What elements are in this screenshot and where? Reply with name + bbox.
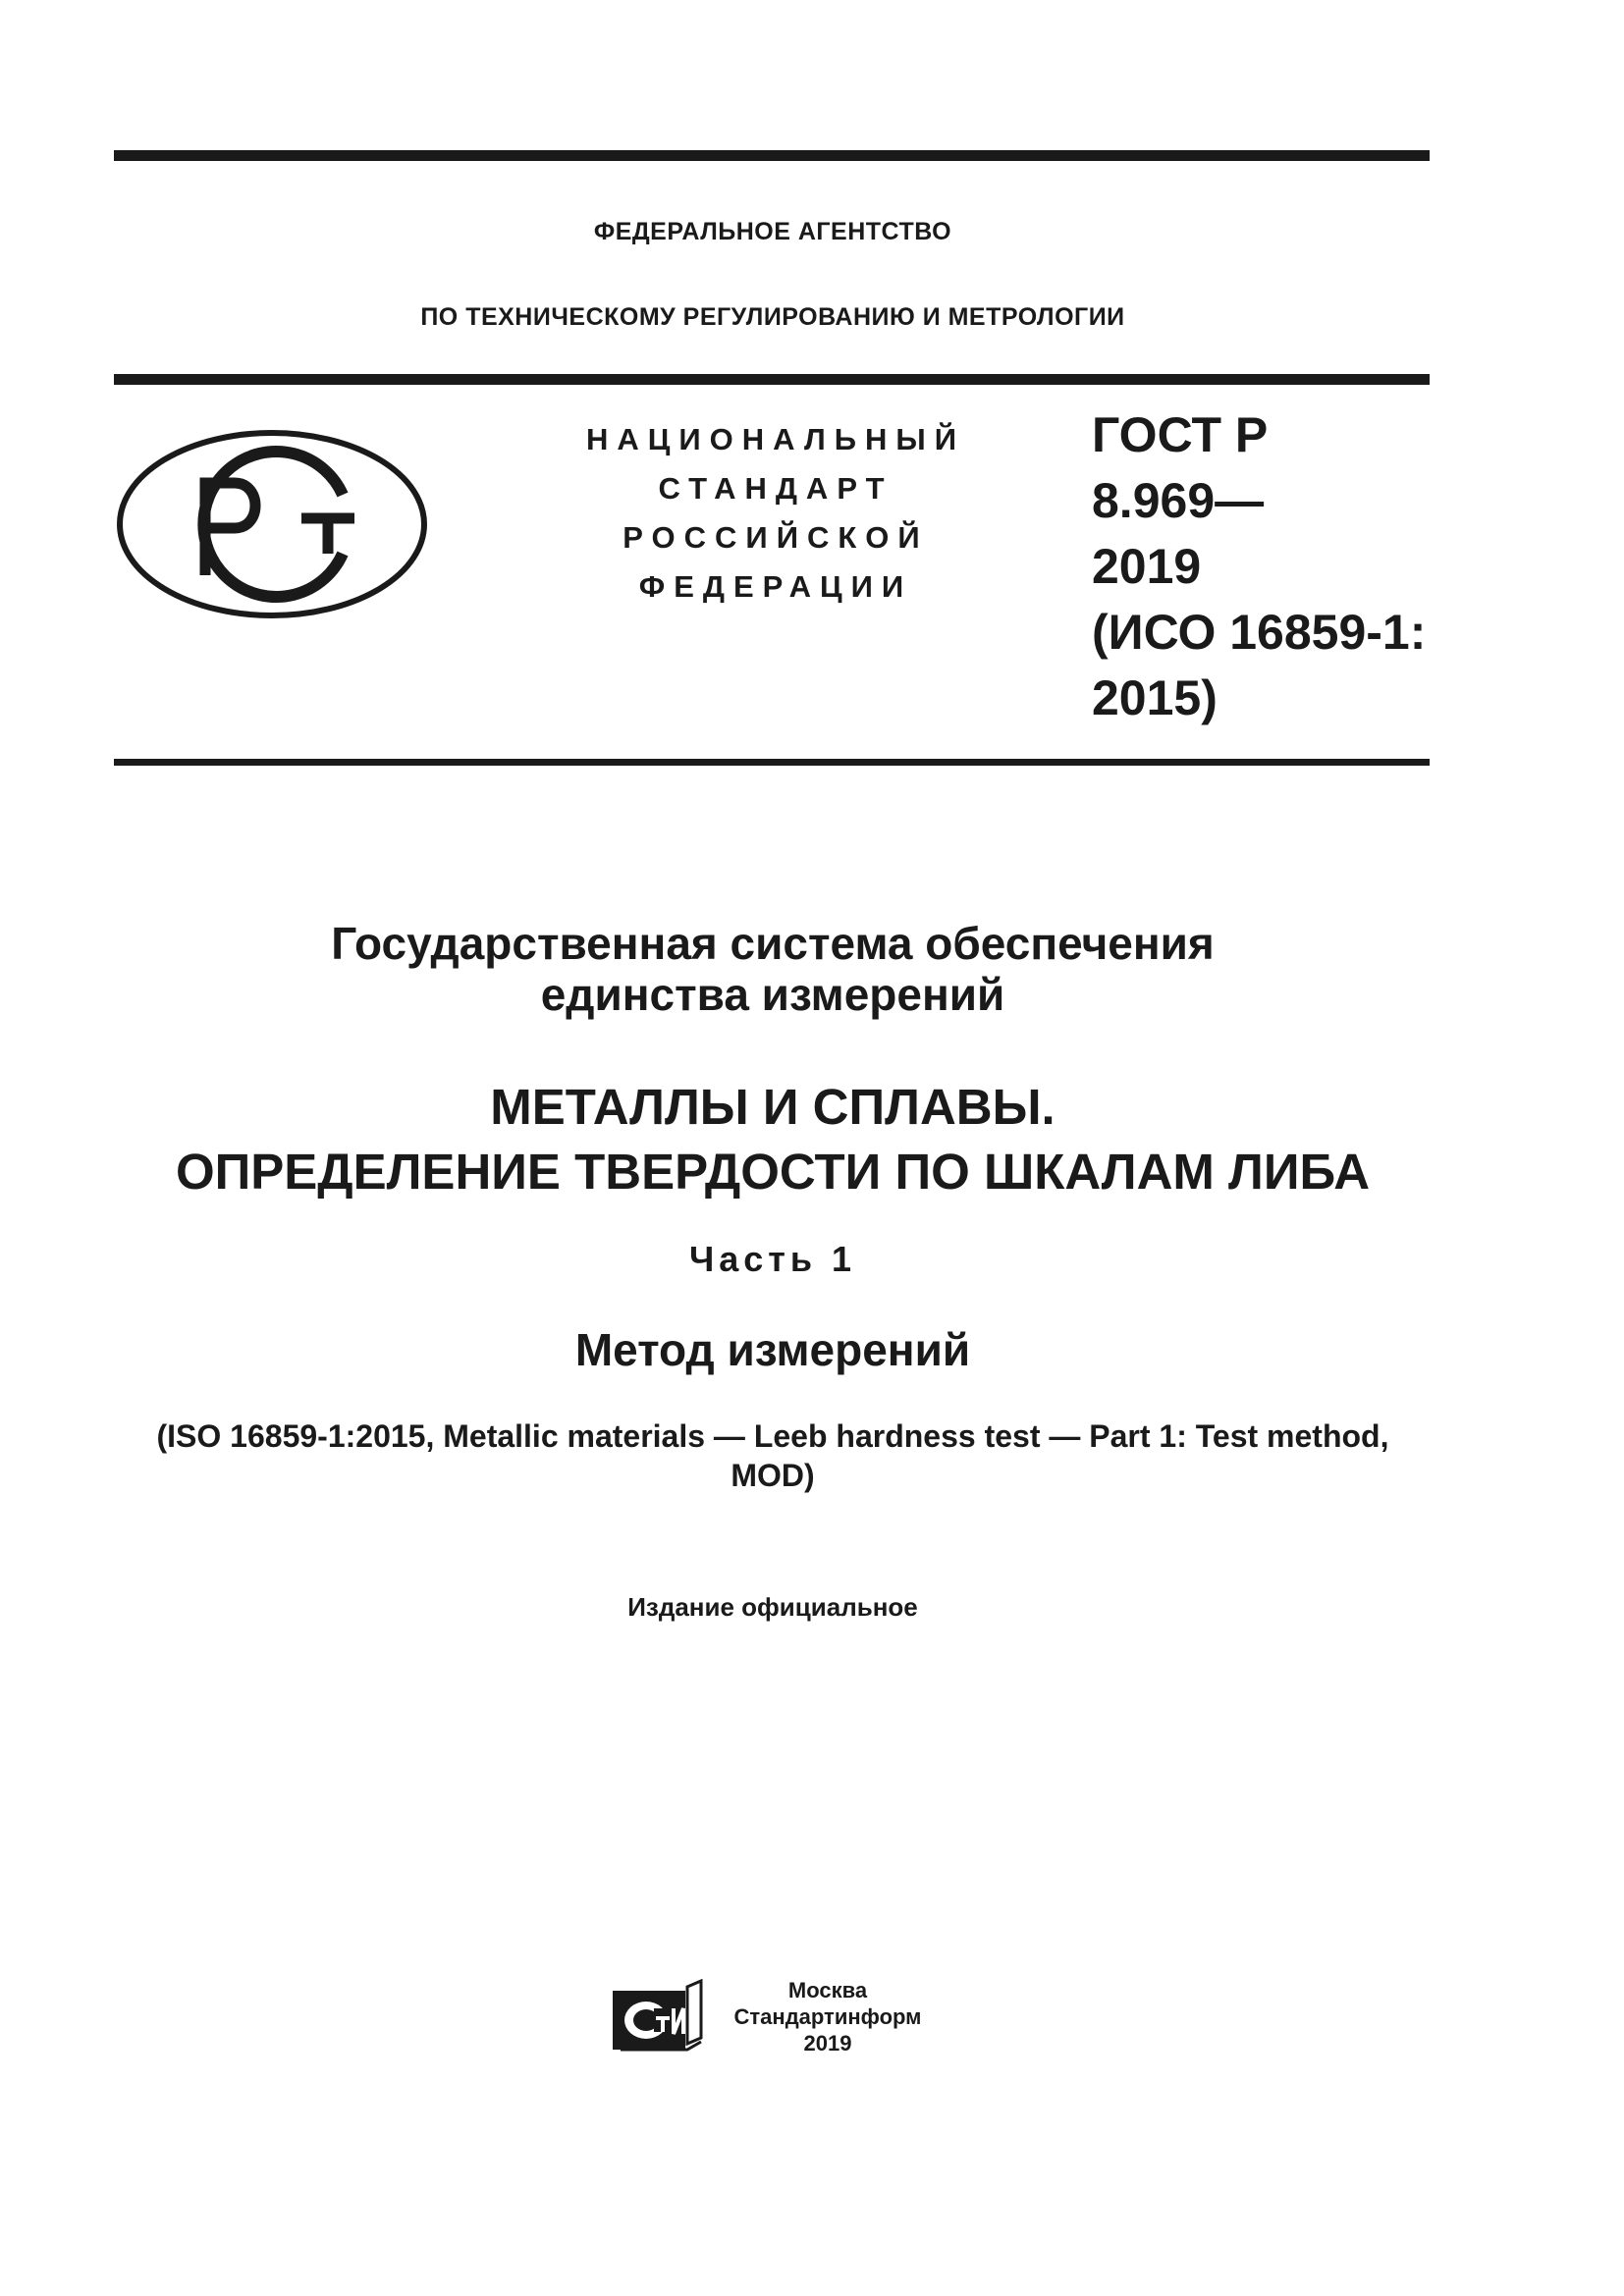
national-standard-word-1: НАЦИОНАЛЬНЫЙ (585, 422, 966, 456)
designation-line-2: 8.969— (1092, 473, 1265, 528)
standard-designation (1092, 402, 1445, 731)
designation-line-1: ГОСТ Р (1092, 407, 1269, 462)
publisher-name: Стандартинформ (733, 2004, 922, 2029)
part-label: Часть 1 (688, 1239, 857, 1279)
method-title: Метод измерений (574, 1324, 971, 1375)
rst-certification-mark-icon (115, 426, 429, 622)
designation-line-4: (ИСО 16859-1: (1092, 605, 1427, 660)
header-rule (114, 374, 1430, 385)
iso-reference (98, 1416, 1447, 1495)
top-rule (114, 150, 1430, 161)
main-title-line-2: ОПРЕДЕЛЕНИЕ ТВЕРДОСТИ ПО ШКАЛАМ ЛИБА (175, 1144, 1371, 1200)
series-title (79, 918, 1467, 1020)
agency-line-1: ФЕДЕРАЛЬНОЕ АГЕНТСТВО (593, 218, 952, 245)
iso-reference-line-2: MOD) (731, 1458, 815, 1493)
main-title-line-1: МЕТАЛЛЫ И СПЛАВЫ. (490, 1079, 1056, 1135)
block-bottom-rule (114, 759, 1430, 766)
publisher-year: 2019 (803, 2031, 852, 2056)
agency-line-2: ПО ТЕХНИЧЕСКОМУ РЕГУЛИРОВАНИЮ И МЕТРОЛОГИИ (420, 303, 1125, 331)
national-standard-label (511, 415, 1041, 612)
edition-label: Издание официальное (627, 1592, 918, 1622)
national-standard-word-4: ФЕДЕРАЦИИ (638, 569, 913, 604)
national-standard-word-2: СТАНДАРТ (658, 471, 893, 506)
series-title-line-1: Государственная система обеспечения (331, 918, 1215, 969)
designation-line-3: 2019 (1092, 539, 1202, 594)
main-title (79, 1075, 1467, 1204)
national-standard-word-3: РОССИЙСКОЙ (623, 520, 929, 555)
designation-line-5: 2015) (1092, 670, 1218, 725)
standartinform-logo-icon (611, 1979, 705, 2054)
publisher-block (725, 1977, 931, 2056)
series-title-line-2: единства измерений (540, 969, 1005, 1020)
iso-reference-line-1: (ISO 16859-1:2015, Metallic materials — Leeb hardness test — Part 1: Test method, (156, 1418, 1389, 1454)
publisher-city: Москва (787, 1978, 868, 2002)
